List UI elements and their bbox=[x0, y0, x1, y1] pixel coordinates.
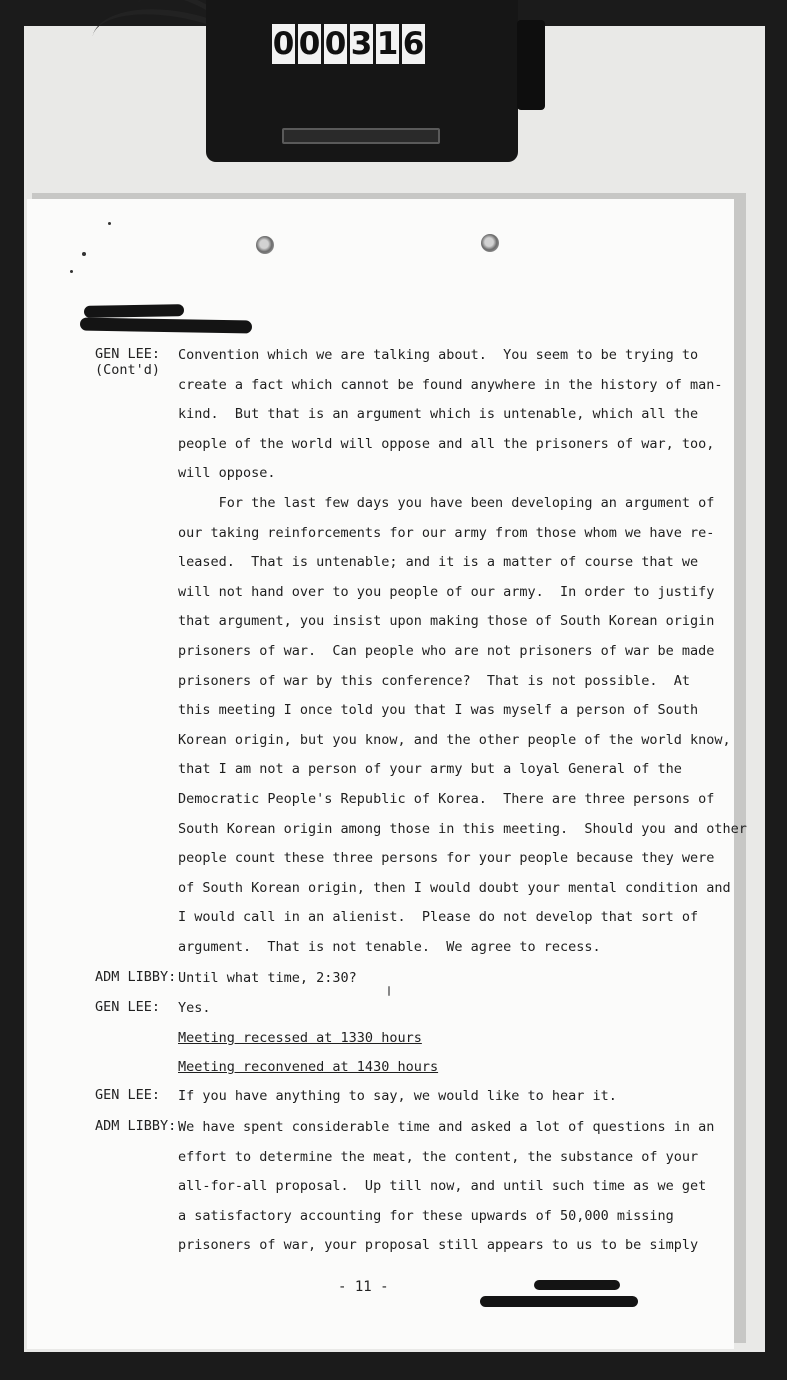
transcript-line: kind. But that is an argument which is untenable, which all the bbox=[178, 406, 699, 423]
redaction-bar bbox=[480, 1296, 638, 1307]
speaker-label: ADM LIBBY: bbox=[95, 969, 177, 985]
transcript-line: prisoners of war by this conference? That is not possible. At bbox=[178, 672, 691, 689]
transcript-line: our taking reinforcements for our army from those whom we have re- bbox=[178, 524, 715, 541]
counter-digit: 3 bbox=[350, 26, 373, 62]
page-number: - 11 - bbox=[338, 1279, 389, 1295]
meeting-note: Meeting reconvened at 1430 hours bbox=[178, 1059, 439, 1075]
speaker-label: ADM LIBBY: bbox=[95, 1118, 177, 1134]
transcript-line: people count these three persons for your people because they were bbox=[178, 850, 715, 867]
transcript-line: Democratic People's Republic of Korea. There are three persons of bbox=[178, 791, 715, 807]
transcript-line: leased. That is untenable; and it is a matter of course that we bbox=[178, 554, 699, 571]
counter-slot bbox=[282, 128, 440, 144]
counter-digit: 6 bbox=[402, 26, 425, 62]
counter-digit: 0 bbox=[272, 26, 295, 62]
counter-knob bbox=[517, 20, 545, 110]
transcript-line: all-for-all proposal. Up till now, and until such time as we get bbox=[178, 1178, 707, 1195]
transcript-line: of South Korean origin, then I would doubt your mental condition and bbox=[178, 879, 731, 896]
transcript-line: a satisfactory accounting for these upwards of 50,000 missing bbox=[178, 1207, 674, 1224]
transcript-line: If you have anything to say, we would like to hear it. bbox=[178, 1088, 617, 1104]
punch-hole bbox=[481, 234, 499, 252]
speaker-label: GEN LEE: (Cont'd) bbox=[95, 346, 161, 378]
transcript-line: that I am not a person of your army but a loyal General of the bbox=[178, 761, 682, 778]
counter-digit: 0 bbox=[324, 26, 347, 62]
redaction-bar bbox=[84, 304, 184, 318]
transcript-line: Yes. bbox=[178, 1000, 211, 1016]
counter-digit: 1 bbox=[376, 26, 399, 62]
transcript-line: effort to determine the meat, the content, the substance of your bbox=[178, 1148, 699, 1165]
ink-speck bbox=[70, 270, 73, 273]
transcript-line: Until what time, 2:30? bbox=[178, 970, 357, 986]
counter-digit: 0 bbox=[298, 26, 321, 62]
counter-digits bbox=[272, 24, 425, 64]
transcript-line: create a fact which cannot be found anywhere in the history of man- bbox=[178, 376, 723, 393]
transcript-line: people of the world will oppose and all the prisoners of war, too, bbox=[178, 435, 715, 452]
speaker-label: GEN LEE: bbox=[95, 1087, 161, 1103]
transcript-line: will oppose. bbox=[178, 465, 276, 482]
transcript-line: this meeting I once told you that I was myself a person of South bbox=[178, 702, 699, 719]
transcript-line: prisoners of war, your proposal still appears to us to be simply bbox=[178, 1237, 699, 1254]
transcript-line: We have spent considerable time and asked a lot of questions in an bbox=[178, 1119, 715, 1135]
redaction-bar bbox=[534, 1280, 620, 1290]
transcript-line: argument. That is not tenable. We agree to recess. bbox=[178, 939, 601, 955]
transcript-line: I would call in an alienist. Please do not develop that sort of bbox=[178, 909, 699, 926]
transcript-line: that argument, you insist upon making those of South Korean origin bbox=[178, 613, 715, 630]
meeting-note: Meeting recessed at 1330 hours bbox=[178, 1030, 422, 1046]
ink-speck bbox=[388, 986, 390, 996]
ink-speck bbox=[82, 252, 86, 256]
transcript-line: will not hand over to you people of our army. In order to justify bbox=[178, 583, 715, 600]
speaker-label: GEN LEE: bbox=[95, 999, 161, 1015]
transcript-line: For the last few days you have been developing an argument of bbox=[178, 495, 715, 511]
transcript-line: prisoners of war. Can people who are not prisoners of war be made bbox=[178, 643, 715, 659]
ink-speck bbox=[108, 222, 111, 225]
transcript-line: Korean origin, but you know, and the other people of the world know, bbox=[178, 731, 731, 748]
transcript-line: Convention which we are talking about. You seem to be trying to bbox=[178, 347, 699, 363]
transcript-line: South Korean origin among those in this meeting. Should you and other bbox=[178, 820, 747, 837]
punch-hole bbox=[256, 236, 274, 254]
